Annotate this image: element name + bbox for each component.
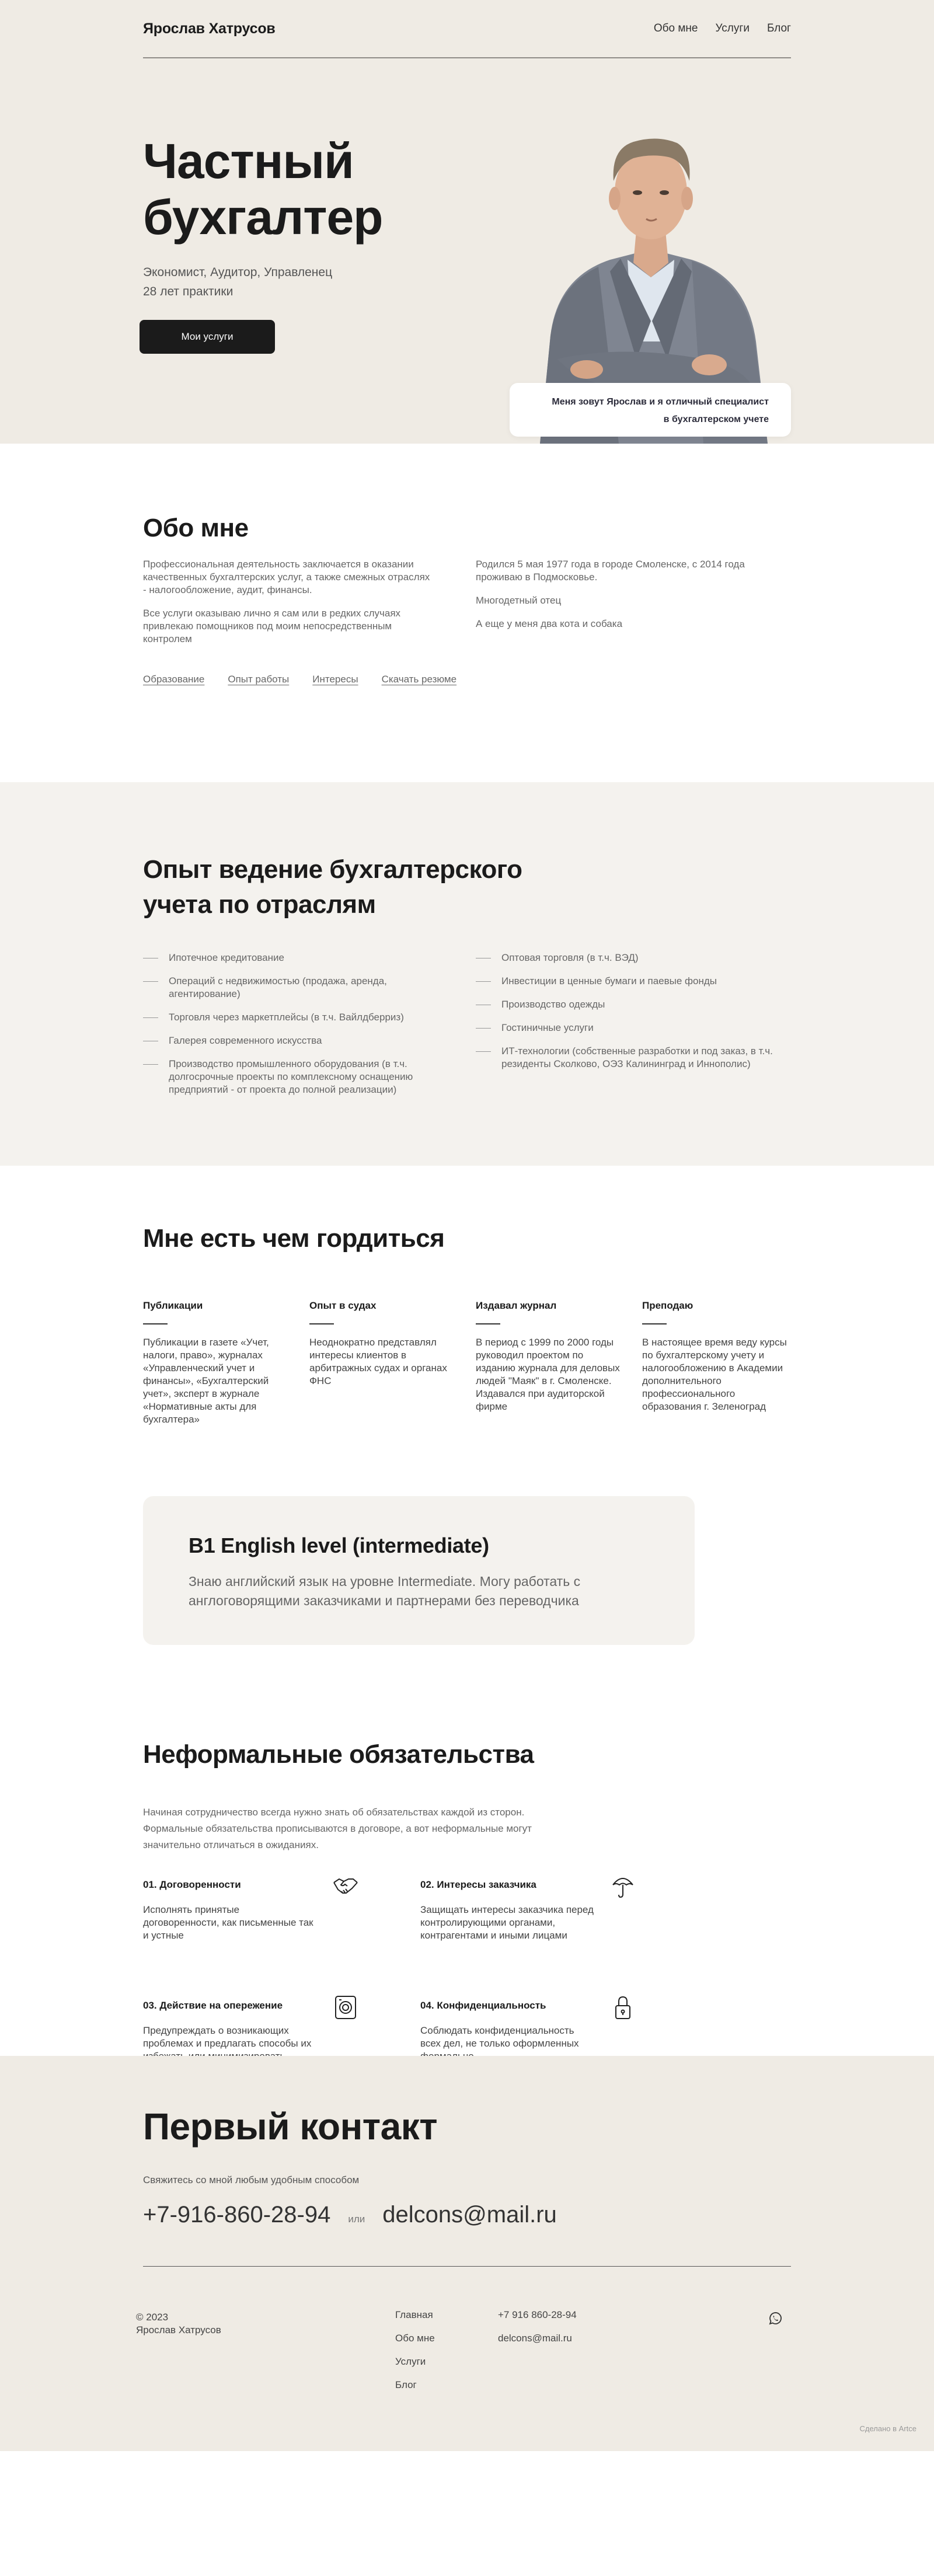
list-item: Гостиничные услуги — [476, 1022, 791, 1034]
footer-nav-about[interactable]: Обо мне — [395, 2333, 435, 2344]
hero-section — [0, 0, 934, 444]
link-work-experience[interactable]: Опыт работы — [228, 674, 290, 685]
about-left-column — [143, 558, 435, 656]
commitment-title: 02. Интересы заказчика — [420, 1879, 536, 1890]
commitment-text: Исполнять принятые договоренности, как письменные так и устные — [143, 1904, 313, 1941]
copyright-year: © 2023 — [136, 2312, 169, 2323]
nav-blog[interactable]: Блог — [766, 22, 791, 34]
made-in-credit[interactable]: Сделано в Artce — [859, 2424, 916, 2433]
contact-section — [0, 2056, 934, 2451]
nav-about[interactable]: Обо мне — [653, 22, 698, 34]
contact-title: Первый контакт — [143, 2106, 438, 2148]
list-item: Торговля через маркетплейсы (в т.ч. Вайлдберриз) — [143, 1011, 458, 1024]
lock-icon — [609, 1994, 636, 2021]
list-item: Инвестиции в ценные бумаги и паевые фонды — [476, 975, 791, 988]
achievement-title: Публикации — [143, 1300, 203, 1311]
industries-title-line2: учета по отраслям — [143, 890, 376, 919]
footer-nav-home[interactable]: Главная — [395, 2309, 433, 2320]
footer-nav-blog[interactable]: Блог — [395, 2379, 417, 2390]
about-title: Обо мне — [143, 514, 249, 542]
footer-contacts — [498, 2303, 577, 2350]
english-text: Знаю английский язык на уровне Intermediate. Могу работать с англоговорящими заказчиками и партнерами без переводчика — [189, 1574, 581, 1608]
list-item: Галерея современного искусства — [143, 1034, 458, 1047]
informal-commitments-section — [0, 1704, 934, 2056]
quote-line2: в бухгалтерском учете — [663, 414, 769, 424]
achievement-text: В период с 1999 по 2000 годы руководил проектом по изданию журнала для деловых людей "Маяк" в г. Смоленске. Издавался при аудиторской фирме — [476, 1337, 620, 1412]
about-paragraph: Родился 5 мая 1977 года в городе Смоленске, с 2014 года проживаю в Подмосковье. — [476, 559, 745, 583]
footer-phone-link[interactable]: +7 916 860-28-94 — [498, 2309, 577, 2320]
about-section — [0, 444, 934, 782]
site-header — [143, 0, 791, 58]
industries-title-line1: Опыт ведение бухгалтерского — [143, 855, 522, 884]
commitment-proactive — [143, 2000, 359, 2063]
informal-title: Неформальные обязательства — [143, 1740, 534, 1769]
achievements-title: Мне есть чем гордиться — [143, 1224, 445, 1253]
contact-phone-link[interactable]: +7-916-860-28-94 — [143, 2202, 331, 2228]
industries-list-left — [143, 951, 458, 1107]
quote-line1: Меня зовут Ярослав и я отличный специалист — [552, 397, 769, 407]
achievement-publications — [143, 1300, 289, 1426]
link-interests[interactable]: Интересы — [312, 674, 358, 685]
achievement-text: В настоящее время веду курсы по бухгалтерскому учету и налогообложению в Академии дополнительного профессионального образования г. Зеленоград — [642, 1337, 787, 1412]
divider — [309, 1323, 334, 1324]
achievement-title: Преподаю — [642, 1300, 693, 1311]
achievement-title: Опыт в судах — [309, 1300, 377, 1311]
link-download-resume[interactable]: Скачать резюме — [381, 674, 457, 685]
industries-list-right — [476, 951, 791, 1081]
about-paragraph: А еще у меня два кота и собака — [476, 618, 623, 629]
whatsapp-icon[interactable] — [768, 2311, 783, 2326]
achievement-journal — [476, 1300, 622, 1413]
achievement-title: Издавал журнал — [476, 1300, 557, 1311]
list-item: Производство одежды — [476, 998, 791, 1011]
nav-services[interactable]: Услуги — [715, 22, 750, 34]
list-item: Производство промышленного оборудования (в т.ч. долгосрочные проекты по комплексному оснащению предприятий - от проекта до полной реализации) — [143, 1058, 458, 1096]
achievement-text: Публикации в газете «Учет, налоги, право», журналах «Управленческий учет и финансы», «Бухгалтерский учет», эксперт в журнале «Нормативные акты для бухгалтера» — [143, 1337, 269, 1425]
commitment-title: 01. Договоренности — [143, 1879, 241, 1890]
list-item: Ипотечное кредитование — [143, 951, 458, 964]
commitment-agreements — [143, 1879, 359, 1942]
commitment-client-interests — [420, 1879, 636, 1942]
about-paragraph: Профессиональная деятельность заключается в оказании качественных бухгалтерских услуг, а также смежных отраслях - налогообложение, аудит, финансы. — [143, 559, 430, 595]
hero-subtitle-line2: 28 лет практики — [143, 285, 234, 298]
commitment-title: 04. Конфиденциальность — [420, 2000, 546, 2011]
contact-subtitle: Свяжитесь со мной любым удобным способом — [143, 2174, 360, 2185]
contact-methods — [143, 2202, 557, 2228]
about-paragraph: Все услуги оказываю лично я сам или в редких случаях привлекаю помощников под моим непосредственным контролем — [143, 608, 401, 644]
divider — [143, 1323, 168, 1324]
achievement-text: Неоднократно представлял интересы клиентов в арбитражных судах и органах ФНС — [309, 1337, 447, 1386]
informal-intro: Начиная сотрудничество всегда нужно знать об обязательствах каждой из сторон. Формальные обязательства прописываются в договоре, а вот неформальные могут значительно отличаться в ожиданиях. — [143, 1807, 532, 1850]
industries-section — [0, 782, 934, 1166]
achievement-teaching — [642, 1300, 788, 1413]
contact-email-link[interactable]: delcons@mail.ru — [382, 2202, 557, 2228]
about-links — [143, 674, 456, 685]
hero-title — [143, 133, 382, 245]
list-item: Операций с недвижимостью (продажа, аренда, агентирование) — [143, 975, 458, 1001]
main-nav — [654, 22, 791, 35]
divider — [642, 1323, 667, 1324]
industries-title — [143, 852, 522, 922]
about-paragraph: Многодетный отец — [476, 595, 562, 606]
hero-subtitle-line1: Экономист, Аудитор, Управленец — [143, 266, 333, 279]
hero-subtitle — [143, 263, 332, 301]
copyright-owner: Ярослав Хатрусов — [136, 2324, 221, 2336]
commitment-text: Защищать интересы заказчика перед контролирующими органами, контрагентами и иными лицами — [420, 1904, 594, 1941]
achievements-section — [0, 1166, 934, 1496]
divider — [476, 1323, 500, 1324]
commitment-title: 03. Действие на опережение — [143, 2000, 283, 2011]
commitment-confidentiality — [420, 2000, 636, 2063]
footer-divider — [143, 2266, 791, 2267]
english-section — [0, 1496, 934, 1704]
english-level-card — [143, 1496, 695, 1645]
about-right-column — [476, 558, 768, 641]
brand-name[interactable]: Ярослав Хатрусов — [143, 20, 276, 37]
achievement-courts — [309, 1300, 455, 1388]
footer-nav — [395, 2303, 435, 2397]
meter-icon — [332, 1994, 359, 2021]
or-label: или — [348, 2214, 365, 2225]
list-item: ИТ-технологии (собственные разработки и под заказ, в т.ч. резиденты Сколково, ОЭЗ Калининград и Иннополис) — [476, 1045, 791, 1071]
handshake-icon — [332, 1873, 359, 1900]
list-item: Оптовая торговля (в т.ч. ВЭД) — [476, 951, 791, 964]
commitment-text: Предупреждать о возникающих проблемах и предлагать способы их — [143, 2025, 312, 2049]
footer-email-link[interactable]: delcons@mail.ru — [498, 2333, 572, 2344]
english-title: B1 English level (intermediate) — [189, 1533, 489, 1557]
hero-title-line1: Частный — [143, 134, 354, 189]
hero-title-line2: бухгалтер — [143, 190, 383, 245]
link-education[interactable]: Образование — [143, 674, 205, 685]
footer-copyright — [136, 2311, 221, 2337]
my-services-button[interactable]: Мои услуги — [140, 320, 275, 354]
umbrella-icon — [609, 1873, 636, 1900]
intro-quote-card — [510, 383, 791, 437]
commitment-text: Соблюдать конфиденциальность всех дел, не только оформленных — [420, 2025, 579, 2049]
footer-nav-services[interactable]: Услуги — [395, 2356, 426, 2367]
